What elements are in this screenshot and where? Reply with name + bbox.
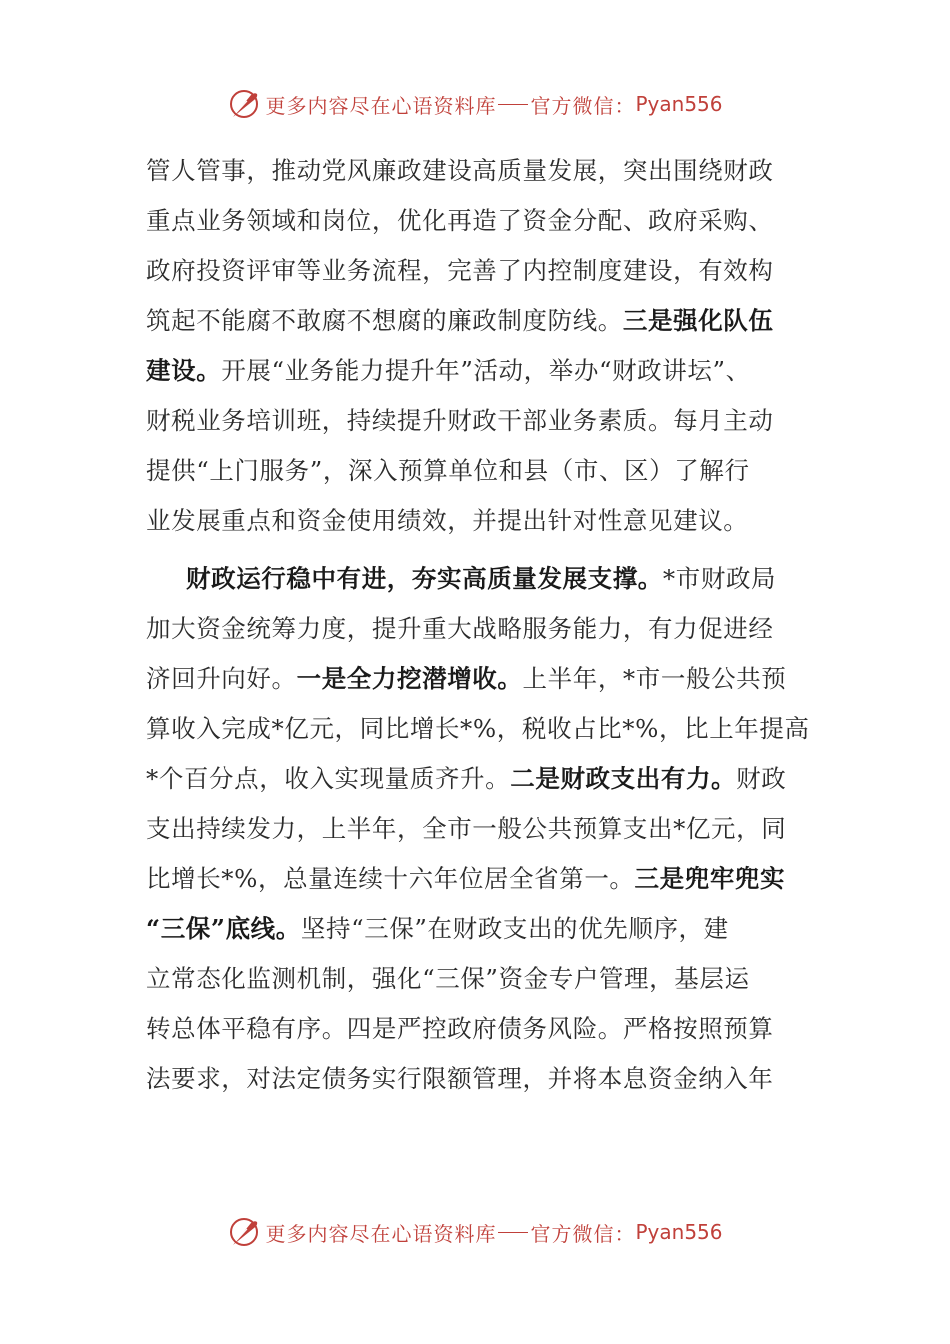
- quill-pen-icon: [227, 87, 261, 121]
- document-body: [146, 146, 810, 1104]
- text-line: [146, 754, 806, 804]
- text-run: 比增长*%，总量连续十六年位居全省第一。: [146, 864, 635, 893]
- bold-heading: “三保”底线。: [146, 914, 301, 943]
- text-run: 济回升向好。: [146, 664, 297, 693]
- text-run: *市财政局: [662, 564, 777, 593]
- watermark-wechat-label: 官方微信：: [530, 1221, 636, 1246]
- text-line: 业发展重点和资金使用绩效，并提出针对性意见建议。: [146, 506, 749, 535]
- text-line: 立常态化监测机制，强化“三保”资金专户管理，基层运: [146, 964, 750, 993]
- watermark-text: 更多内容尽在心语资料库: [265, 1221, 497, 1246]
- text-line: 提供“上门服务”，深入预算单位和县（市、区）了解行: [146, 456, 750, 485]
- text-line: 财税业务培训班，持续提升财政干部业务素质。每月主动: [146, 406, 774, 435]
- text-line: 转总体平稳有序。四是严控政府债务风险。严格按照预算: [146, 1014, 774, 1043]
- watermark-dash: [498, 1232, 528, 1233]
- paragraph-1: [146, 146, 806, 546]
- paragraph-2: [146, 554, 810, 1104]
- text-line: 政府投资评审等业务流程，完善了内控制度建设，有效构: [146, 256, 774, 285]
- text-line: [146, 654, 806, 704]
- bold-heading: 一是全力挖潜增收。: [296, 664, 523, 693]
- text-run: 筑起不能腐不敢腐不想腐的廉政制度防线。: [146, 306, 623, 335]
- text-run: 坚持“三保”在财政支出的优先顺序，建: [300, 914, 729, 943]
- bold-heading: 三是强化队伍: [622, 306, 774, 335]
- text-run: 开展“业务能力提升年”活动，举办“财政讲坛”、: [221, 356, 751, 385]
- header-watermark: [0, 84, 950, 124]
- watermark-wechat-id: Pyan556: [635, 1220, 723, 1244]
- bold-heading: 三是兜牢兜实: [634, 864, 786, 893]
- watermark-wechat-id: Pyan556: [635, 92, 723, 116]
- text-line: 支出持续发力，上半年，全市一般公共预算支出*亿元，同: [146, 814, 787, 843]
- text-line: [146, 554, 806, 604]
- watermark-dash: [498, 104, 528, 105]
- text-line: 加大资金统筹力度，提升重大战略服务能力，有力促进经: [146, 614, 774, 643]
- text-run: 上半年，*市一般公共预: [522, 664, 787, 693]
- section-heading: 财政运行稳中有进，夯实高质量发展支撑。: [186, 564, 663, 593]
- text-run: 财政: [736, 764, 787, 793]
- text-line: [146, 854, 806, 904]
- text-line: [146, 296, 806, 346]
- bold-heading: 建设。: [146, 356, 222, 385]
- text-line: 管人管事，推动党风廉政建设高质量发展，突出围绕财政: [146, 156, 774, 185]
- watermark-wechat-label: 官方微信：: [530, 93, 636, 118]
- watermark-text: 更多内容尽在心语资料库: [265, 93, 497, 118]
- text-line: 算收入完成*亿元，同比增长*%，税收占比*%，比上年提高: [146, 714, 810, 743]
- text-line: [146, 904, 806, 954]
- text-run: *个百分点，收入实现量质齐升。: [146, 764, 511, 793]
- text-line: 重点业务领域和岗位，优化再造了资金分配、政府采购、: [146, 206, 774, 235]
- text-line: 法要求，对法定债务实行限额管理，并将本息资金纳入年: [146, 1064, 774, 1093]
- bold-heading: 二是财政支出有力。: [510, 764, 737, 793]
- quill-pen-icon: [227, 1215, 261, 1249]
- paragraph-gap: [146, 546, 806, 554]
- footer-watermark: [0, 1212, 950, 1252]
- text-line: [146, 346, 806, 396]
